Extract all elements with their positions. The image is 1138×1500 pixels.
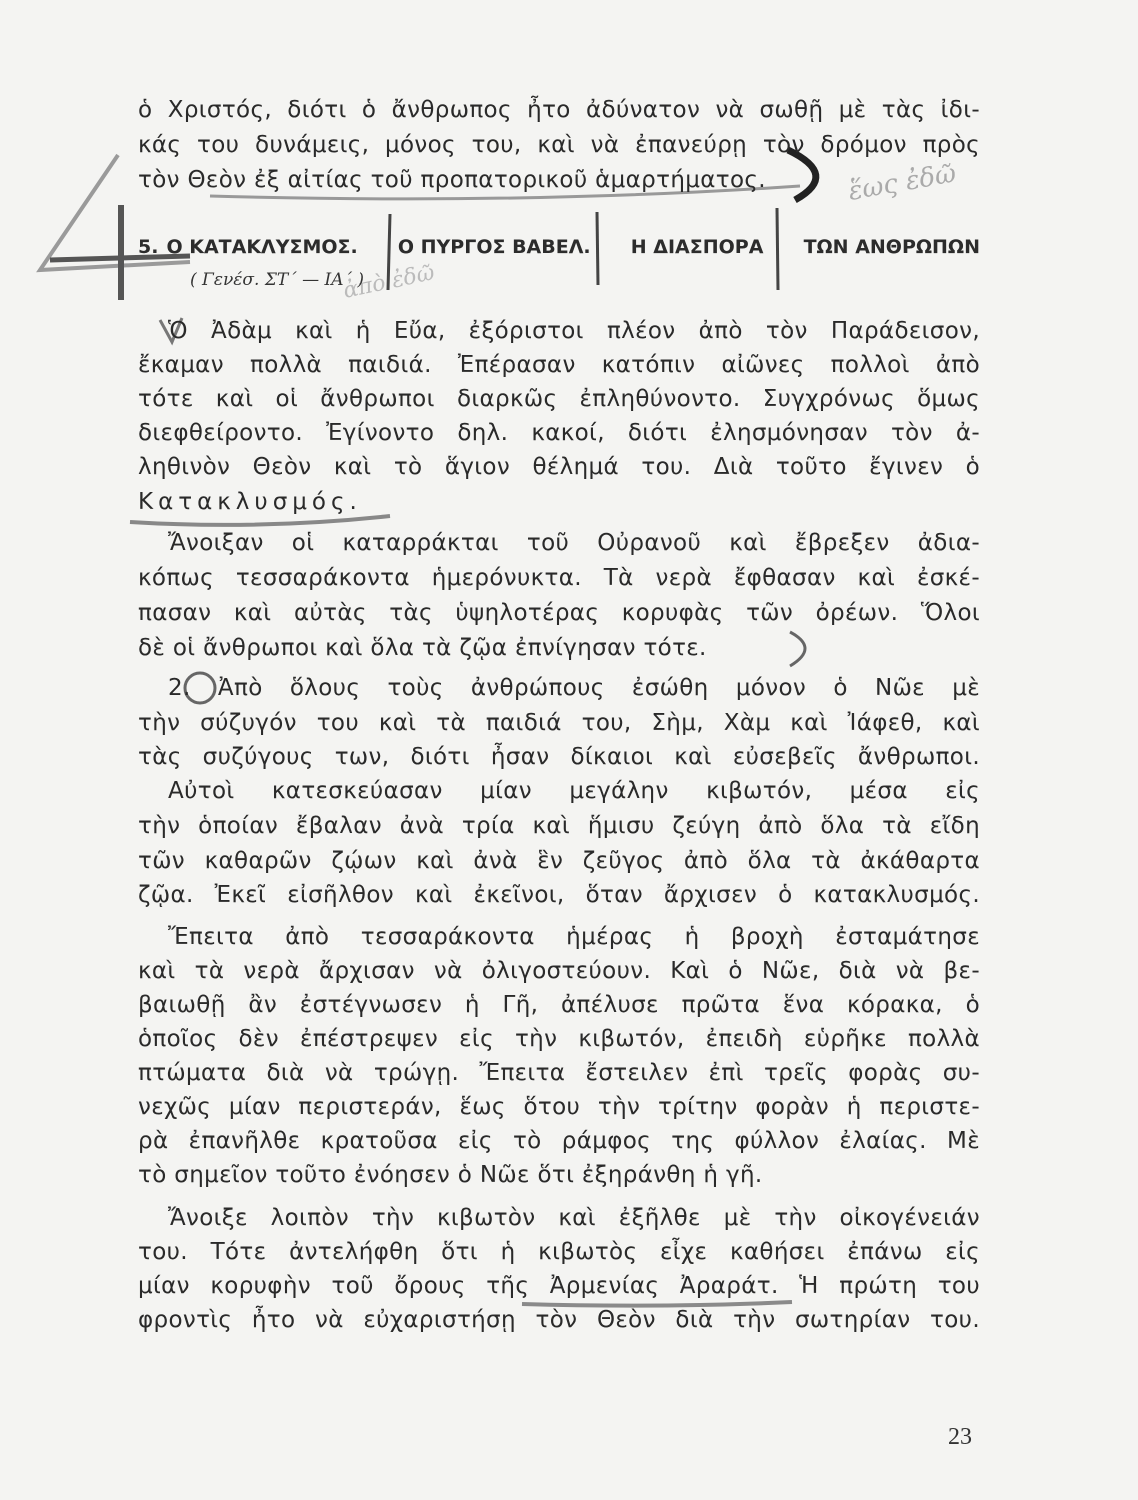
- text-line: βαιωθῇ ἂν ἐστέγνωσεν ἡ Γῆ, ἀπέλυσε πρῶτα ἕνα κόρακα, ὁ: [138, 992, 980, 1018]
- text-line: ὁποῖος δὲν ἐπέστρεψεν εἰς τὴν κιβωτόν, ἐπειδὴ εὑρῆκε πολλὰ: [138, 1026, 980, 1052]
- text-line: νεχῶς μίαν περιστεράν, ἕως ὅτου τὴν τρίτην φορὰν ἡ περιστε-: [138, 1094, 980, 1120]
- text-line: φροντὶς ἦτο νὰ εὐχαριστήσῃ τὸν Θεὸν διὰ τὴν σωτηρίαν του.: [138, 1307, 980, 1333]
- text-line: του. Τότε ἀντελήφθη ὅτι ἡ κιβωτὸς εἶχε καθήσει ἐπάνω εἰς: [138, 1239, 980, 1265]
- text-line: ζῷα. Ἐκεῖ εἰσῆλθον καὶ ἐκεῖνοι, ὅταν ἄρχισεν ὁ κατακλυσμός.: [138, 882, 980, 908]
- section-heading: [138, 232, 980, 262]
- text-line: Ὁ Ἀδὰμ καὶ ἡ Εὔα, ἐξόριστοι πλέον ἀπὸ τὸν Παράδεισον,: [168, 318, 980, 344]
- text-line: κάς του δυνάμεις, μόνος του, καὶ νὰ ἐπανεύρῃ τὸν δρόμον πρὸς: [138, 132, 980, 158]
- page-number: 23: [948, 1424, 972, 1450]
- text-line: πτώματα διὰ νὰ τρώγῃ. Ἔπειτα ἔστειλεν ἐπὶ τρεῖς φορὰς συ-: [138, 1060, 980, 1086]
- text-line: τότε καὶ οἱ ἄνθρωποι διαρκῶς ἐπληθύνοντο. Συγχρόνως ὅμως: [138, 386, 980, 412]
- text-line: τὴν ὁποίαν ἔβαλαν ἀνὰ τρία καὶ ἥμισυ ζεύγη ἀπὸ ὅλα τὰ εἴδη: [138, 813, 980, 839]
- text-line: τὴν σύζυγόν του καὶ τὰ παιδιά του, Σὴμ, Χὰμ καὶ Ἰάφεθ, καὶ: [138, 710, 980, 736]
- pencil-note-heading: ἀπὸ ἐδῶ: [341, 260, 437, 304]
- text-line: Αὐτοὶ κατεσκεύασαν μίαν μεγάλην κιβωτόν, μέσα εἰς: [168, 778, 980, 804]
- text-line: Ἄνοιξε λοιπὸν τὴν κιβωτὸν καὶ ἐξῆλθε μὲ τὴν οἰκογένειάν: [168, 1205, 980, 1231]
- text-line: τὰς συζύγους των, διότι ἦσαν δίκαιοι καὶ εὐσεβεῖς ἄνθρωποι.: [138, 744, 980, 770]
- text-line: τὸν Θεὸν ἐξ αἰτίας τοῦ προπατορικοῦ ἁμαρτήματος.: [138, 167, 766, 193]
- genesis-reference: ( Γενέσ. ΣΤ΄ — ΙΑ΄ ): [190, 270, 365, 290]
- heading-part-babel: Ο ΠΥΡΓΟΣ ΒΑΒΕΛ.: [397, 236, 591, 258]
- text-line-kataklysmos: Κατακλυσμός.: [138, 489, 362, 515]
- heading-part-people: ΤΩΝ ΑΝΘΡΩΠΩΝ: [803, 236, 980, 258]
- text-line: ἔκαμαν πολλὰ παιδιά. Ἐπέρασαν κατόπιν αἰῶνες πολλοὶ ἀπὸ: [138, 352, 980, 378]
- heading-part-flood: Ο ΚΑΤΑΚΛΥΣΜΟΣ.: [166, 236, 358, 258]
- text-line: ὁ Χριστός, διότι ὁ ἄνθρωπος ἦτο ἀδύνατον νὰ σωθῇ μὲ τὰς ἰδι-: [138, 97, 980, 123]
- section-number: 5.: [138, 236, 159, 258]
- text-line: κόπως τεσσαράκοντα ἡμερόνυκτα. Τὰ νερὰ ἔφθασαν καὶ ἐσκέ-: [138, 565, 980, 591]
- text-line: διεφθείροντο. Ἐγίνοντο δηλ. κακοί, διότι ἐλησμόνησαν τὸν ἀ-: [138, 420, 980, 446]
- text-line: Ἔπειτα ἀπὸ τεσσαράκοντα ἡμέρας ἡ βροχὴ ἐσταμάτησε: [168, 924, 980, 950]
- text-line: τὸ σημεῖον τοῦτο ἐνόησεν ὁ Νῶε ὅτι ἐξηράνθη ἡ γῆ.: [138, 1162, 763, 1188]
- text-line: ρὰ ἐπανῆλθε κρατοῦσα εἰς τὸ ράμφος της φύλλον ἐλαίας. Μὲ: [138, 1128, 980, 1154]
- text-line: ληθινὸν Θεὸν καὶ τὸ ἅγιον θέλημά του. Διὰ τοῦτο ἔγινεν ὁ: [138, 454, 980, 480]
- text-line: Ἄνοιξαν οἱ καταρράκται τοῦ Οὐρανοῦ καὶ ἔβρεξεν ἀδια-: [168, 530, 980, 556]
- text-line: πασαν καὶ αὐτὰς τὰς ὑψηλοτέρας κορυφὰς τῶν ὀρέων. Ὅλοι: [138, 600, 980, 626]
- pencil-margin-four-label: 4: [60, 288, 67, 299]
- text-line: δὲ οἱ ἄνθρωποι καὶ ὅλα τὰ ζῷα ἐπνίγησαν τότε.: [138, 635, 707, 661]
- pencil-note-top: ἕως ἐδῶ: [846, 158, 959, 207]
- text-line: 2. Ἀπὸ ὅλους τοὺς ἀνθρώπους ἐσώθη μόνον ὁ Νῶε μὲ: [168, 675, 980, 701]
- heading-part-dispersion: Η ΔΙΑΣΠΟΡΑ: [630, 236, 764, 258]
- text-line: μίαν κορυφὴν τοῦ ὄρους τῆς Ἀρμενίας Ἀραράτ. Ἡ πρώτη του: [138, 1273, 980, 1299]
- text-line: τῶν καθαρῶν ζῴων καὶ ἀνὰ ἓν ζεῦγος ἀπὸ ὅλα τὰ ἀκάθαρτα: [138, 848, 980, 874]
- text-line: καὶ τὰ νερὰ ἄρχισαν νὰ ὀλιγοστεύουν. Καὶ ὁ Νῶε, διὰ νὰ βε-: [138, 958, 980, 984]
- underline-kataklysmos: [130, 516, 390, 525]
